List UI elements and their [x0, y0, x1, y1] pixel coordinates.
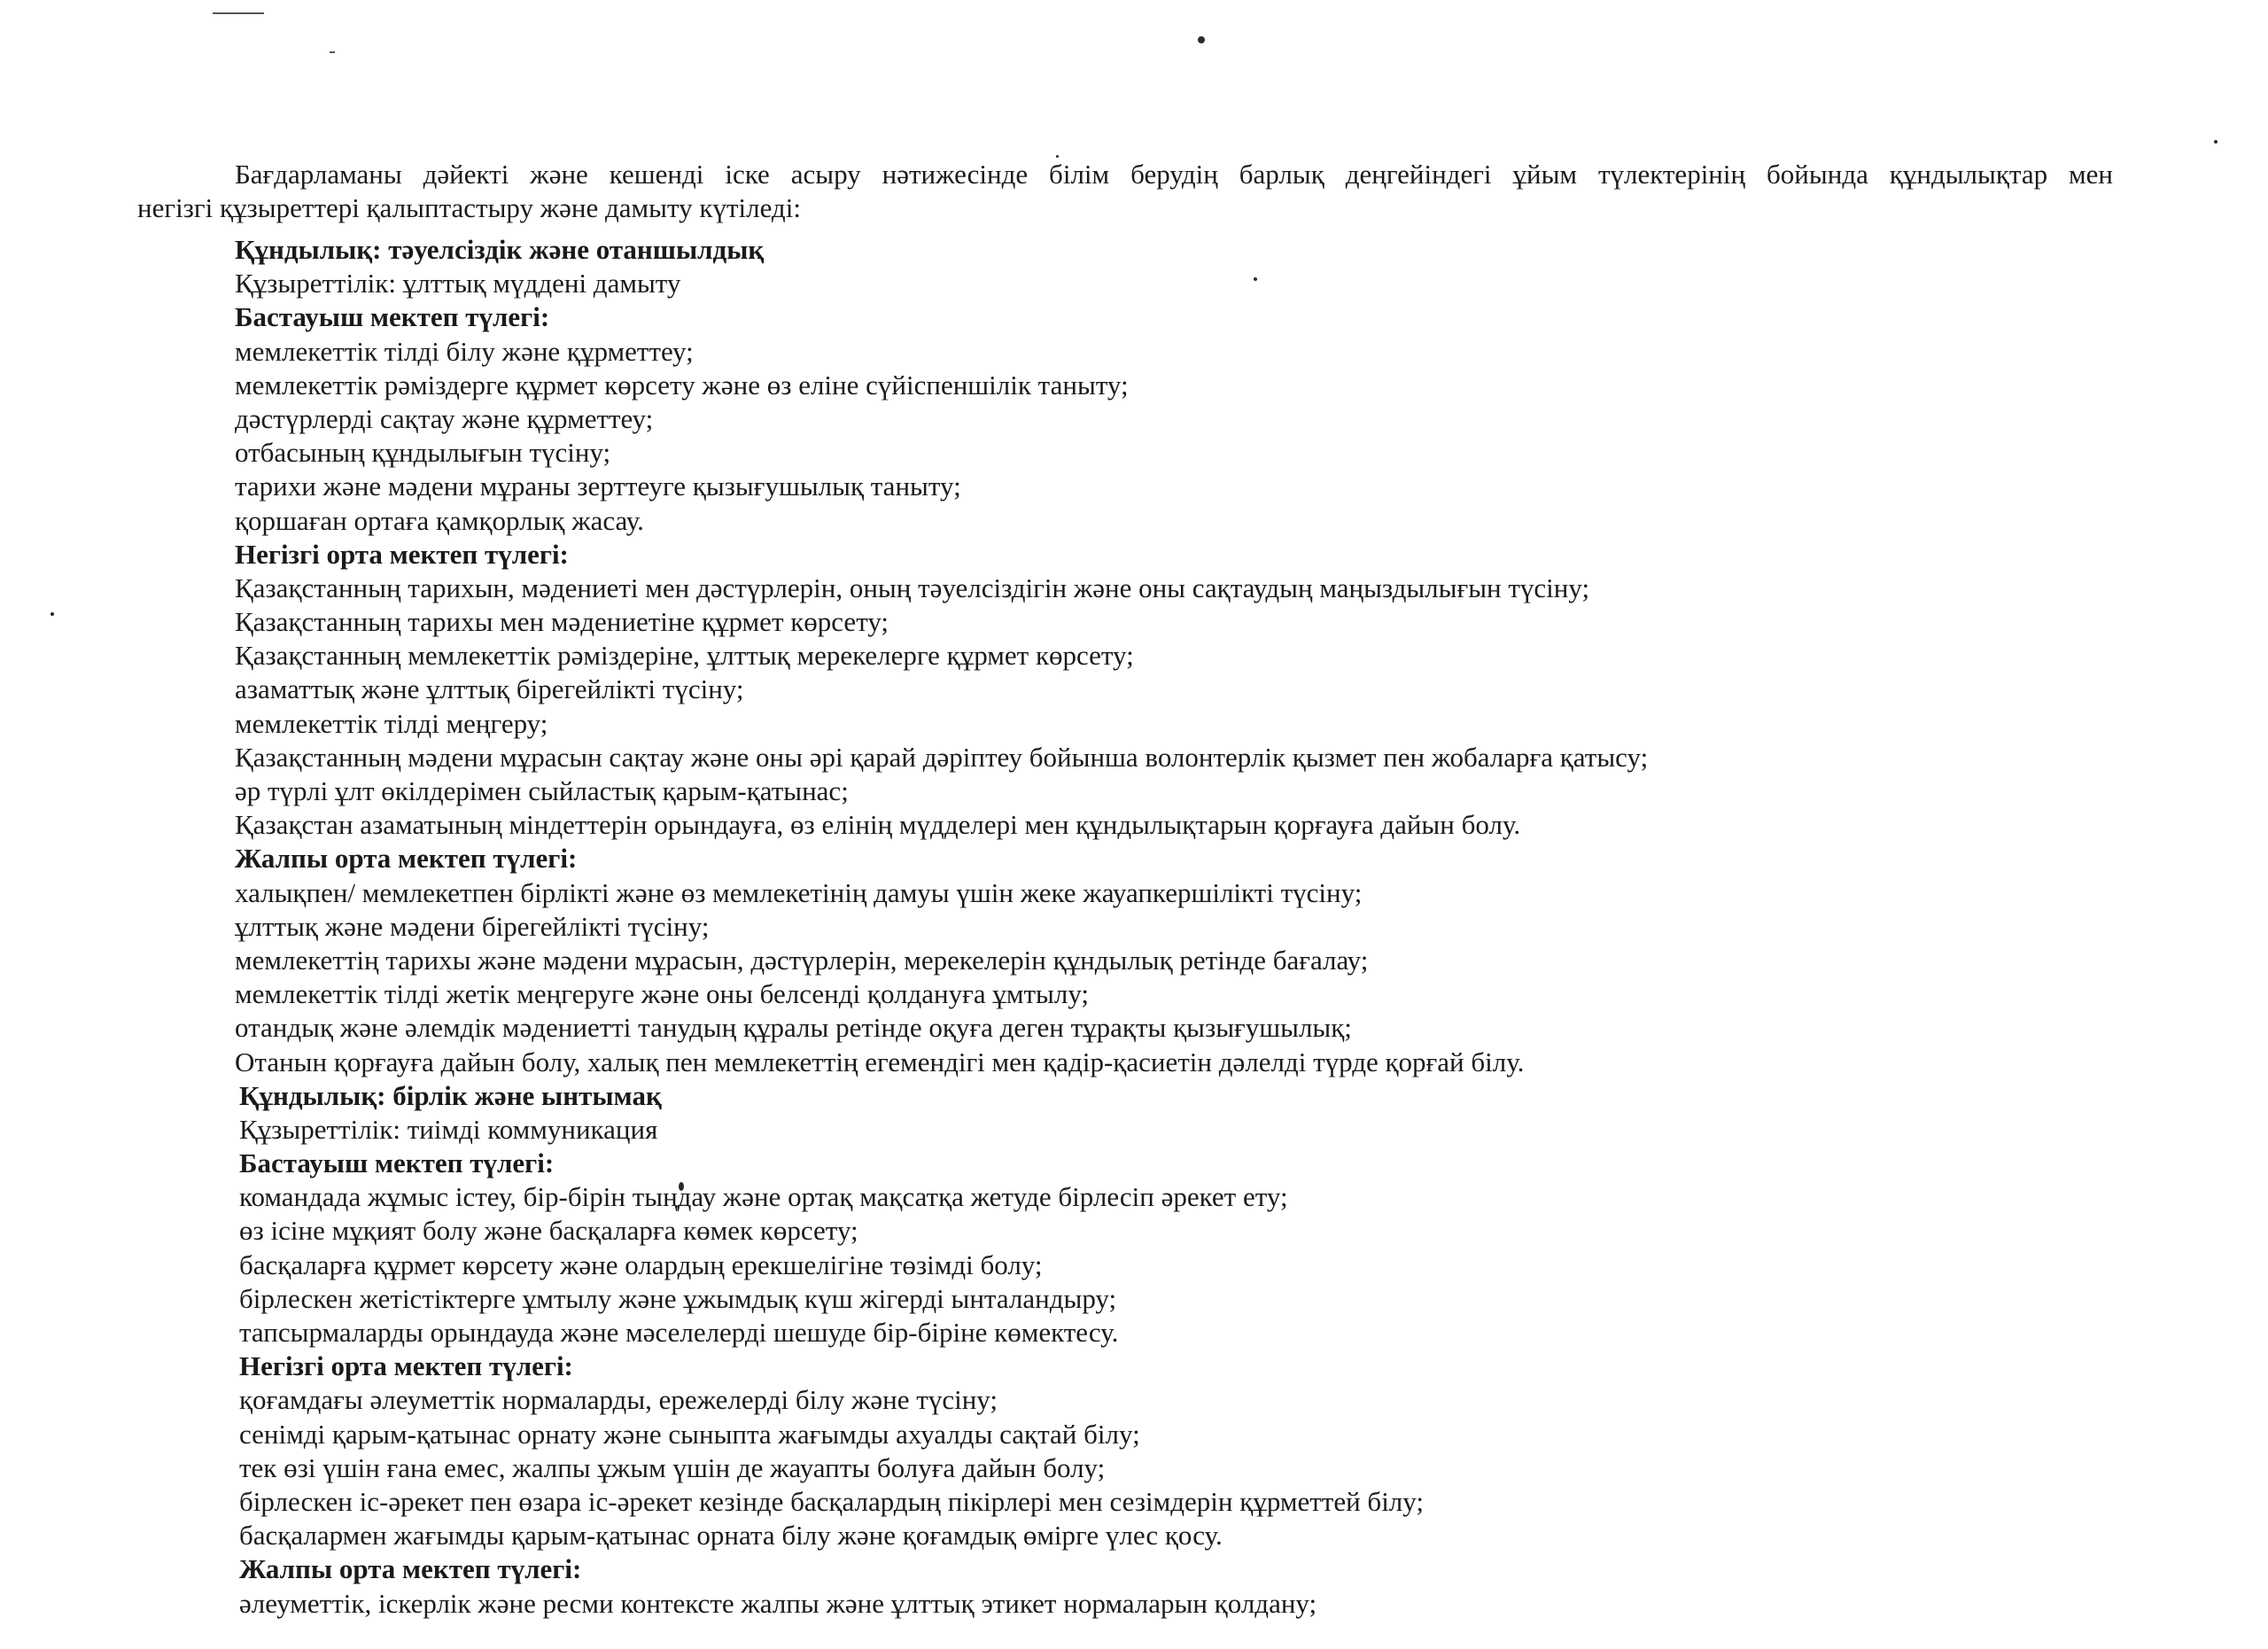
list-item: Қазақстанның тарихы мен мәдениетіне құрмет көрсету; [235, 606, 889, 638]
list-item: басқалармен жағымды қарым-қатынас орната білу және қоғамдық өмірге үлес қосу. [239, 1520, 1223, 1552]
list-item: ұлттық және мәдени бірегейлікті түсіну; [235, 910, 710, 942]
scan-speck [1198, 36, 1205, 43]
list-item: Қазақстанның мәдени мұрасын сақтау және оны әрі қарай дәріптеу бойынша волонтерлік қызмет пен жобаларға қатысу; [235, 741, 1649, 773]
list-item: мемлекеттің тарихы және мәдени мұрасын, дәстүрлерін, мерекелерін құндылық ретінде бағалау; [235, 944, 1369, 976]
intro-line-2: негізгі құзыреттері қалыптастыру және дамыту күтіледі: [137, 192, 801, 223]
list-item: халықпен/ мемлекетпен бірлікті және өз мемлекетінің дамуы үшін жеке жауапкершілікті түсіну; [235, 876, 1363, 908]
section-heading: Негізгі орта мектеп түлегі: [235, 538, 569, 570]
list-item: басқаларға құрмет көрсету және олардың ерекшелігіне төзімді болу; [239, 1248, 1043, 1280]
list-item: Қазақстанның тарихын, мәдениеті мен дәстүрлерін, оның тәуелсіздігін және оны сақтаудың маңыздылығын түсіну; [235, 572, 1590, 603]
section-heading: Негізгі орта мектеп түлегі: [239, 1350, 573, 1382]
list-item: Қазақстанның мемлекеттік рәміздеріне, ұлттық мерекелерге құрмет көрсету; [235, 640, 1134, 672]
intro-line-1: Бағдарламаны дәйекті және кешенді іске асыру нәтижесінде білім берудің барлық деңгейіндегі ұйым түлектерінің бойында құндылықтар мен [235, 159, 2113, 190]
competence-line: Құзыреттілік: ұлттық мүддені дамыту [235, 268, 681, 299]
list-item: өз ісіне мұқият болу және басқаларға көмек көрсету; [239, 1215, 858, 1247]
list-item: қоғамдағы әлеуметтік нормаларды, ережелерді білу және түсіну; [239, 1384, 998, 1416]
list-item: тек өзі үшін ғана емес, жалпы ұжым үшін де жауапты болуға дайын болу; [239, 1451, 1106, 1483]
section-heading: Бастауыш мектеп түлегі: [235, 301, 550, 333]
list-item: тапсырмаларды орындауда және мәселелерді шешуде бір-біріне көмектесу. [239, 1317, 1119, 1348]
list-item: мемлекеттік тілді білу және құрметтеу; [235, 335, 694, 367]
list-item: мемлекеттік рәміздерге құрмет көрсету және өз еліне сүйіспеншілік таныту; [235, 369, 1129, 401]
value-heading: Құндылық: бірлік және ынтымақ [239, 1079, 662, 1111]
list-item: дәстүрлерді сақтау және құрметтеу; [235, 402, 654, 434]
list-item: азаматтық және ұлттық бірегейлікті түсіну; [235, 673, 744, 705]
section-heading: Бастауыш мектеп түлегі: [239, 1147, 555, 1179]
list-item: командада жұмыс істеу, бір-бірін тыңдау және ортақ мақсатқа жетуде бірлесіп әрекет ету; [239, 1181, 1288, 1213]
list-item: мемлекеттік тілді жетік меңгеруге және оны белсенді қолдануға ұмтылу; [235, 978, 1090, 1010]
list-item: әр түрлі ұлт өкілдерімен сыйластық қарым-қатынас; [235, 775, 849, 806]
list-item: Қазақстан азаматының міндеттерін орындауға, өз елінің мүдделері мен құндылықтарын қорғауға дайын болу. [235, 809, 1521, 841]
body-lines [235, 233, 2140, 1621]
scan-speck [50, 612, 54, 616]
list-item: сенімді қарым-қатынас орнату және сыныпта жағымды ахуалды сақтай білу; [239, 1418, 1140, 1450]
section-heading: Жалпы орта мектеп түлегі: [235, 843, 578, 875]
value-heading: Құндылық: тәуелсіздік және отаншылдық [235, 234, 765, 265]
list-item: қоршаған ортаға қамқорлық жасау. [235, 504, 644, 536]
scan-speck [2214, 140, 2218, 144]
list-item: мемлекеттік тілді меңгеру; [235, 707, 548, 739]
list-item: бірлескен іс-әрекет пен өзара іс-әрекет кезінде басқалардың пікірлері мен сезімдерін құрметтей білу; [239, 1485, 1424, 1517]
list-item: тарихи және мәдени мұраны зерттеуге қызығушылық таныту; [235, 471, 961, 502]
competence-line: Құзыреттілік: тиімді коммуникация [239, 1113, 658, 1145]
list-item: Отанын қорғауға дайын болу, халық пен мемлекеттің егемендігі мен қадір-қасиетін дәлелді түрде қорғай білу. [235, 1046, 1525, 1077]
list-item: отбасының құндылығын түсіну; [235, 437, 611, 469]
list-item: әлеуметтік, іскерлік және ресми контексте жалпы және ұлттық этикет нормаларын қолдану; [239, 1587, 1317, 1619]
list-item: бірлескен жетістіктерге ұмтылу және ұжымдық күш жігерді ынталандыру; [239, 1282, 1117, 1314]
scan-mark [213, 12, 264, 14]
intro-paragraph [137, 158, 2113, 225]
section-heading: Жалпы орта мектеп түлегі: [239, 1553, 582, 1585]
list-item: отандық және әлемдік мәдениетті танудың құралы ретінде оқуға деген тұрақты қызығушылық; [235, 1012, 1352, 1044]
scan-mark [330, 51, 335, 53]
